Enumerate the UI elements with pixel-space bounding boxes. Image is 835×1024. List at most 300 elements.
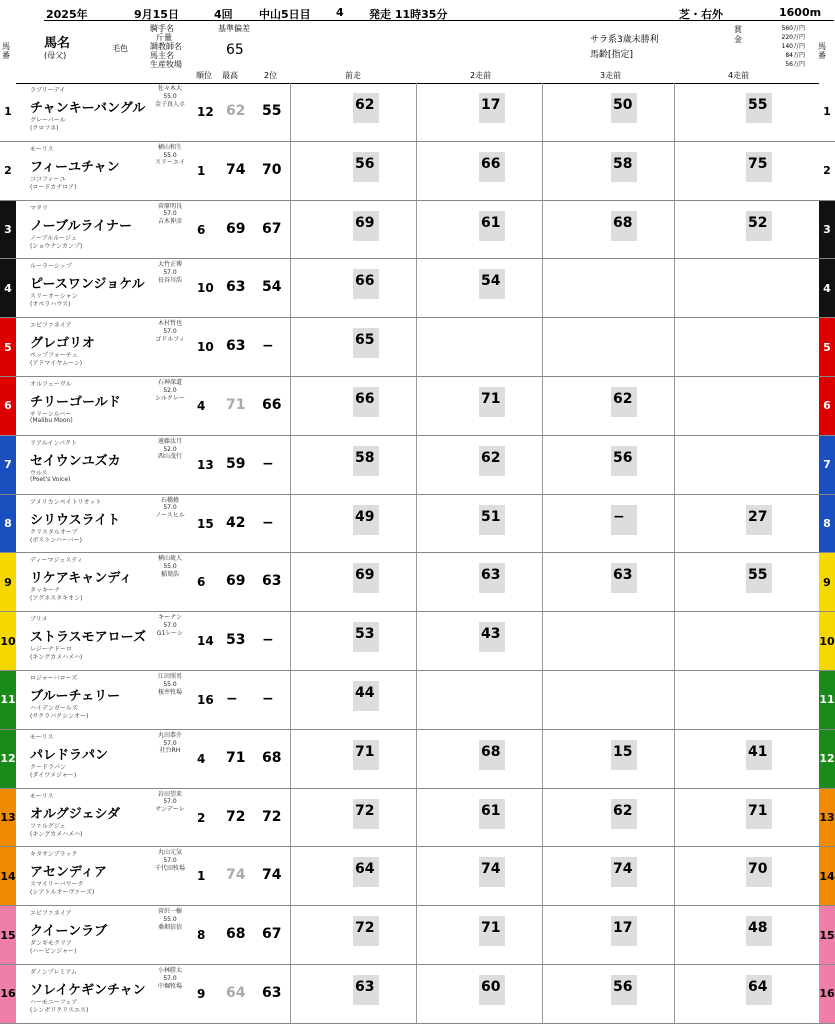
- second-score: 72: [262, 808, 282, 825]
- gate-number-right: 6: [819, 377, 835, 435]
- past-race-3: [542, 789, 674, 847]
- past-race-3: [542, 495, 674, 553]
- prize-3: 140万円: [781, 43, 805, 50]
- rank-value: 14: [197, 634, 214, 649]
- horse-row: [0, 83, 835, 142]
- dam-name: ファルグジェ: [30, 822, 66, 830]
- jockey-block: [150, 732, 190, 755]
- horse-table: [0, 83, 835, 1024]
- rank-value: 1: [197, 869, 206, 884]
- gate-number: 4: [0, 259, 16, 317]
- trainer-or-owner: シルクレー: [155, 394, 185, 402]
- past-race-4: [674, 436, 809, 494]
- past-race-score: 50: [613, 97, 633, 113]
- dam-name: ココフィーユ: [30, 175, 66, 183]
- gate-number: 10: [0, 612, 16, 670]
- sire-name: ルーラーシップ: [30, 263, 72, 271]
- carried-weight: 57.0: [163, 210, 177, 218]
- base-deviation-value: 65: [226, 42, 244, 58]
- past-race-3: [542, 318, 674, 376]
- jockey-name: 石橋脩: [160, 496, 179, 504]
- best-score: 72: [226, 808, 246, 825]
- past-race-score: 69: [355, 567, 375, 584]
- sire-name: オルフェーヴル: [30, 380, 72, 388]
- gate-number: 12: [0, 730, 16, 788]
- past-race-score: 56: [613, 978, 633, 995]
- past-race-2: [416, 965, 542, 1023]
- broodmare-sire: (キングカメハメハ): [30, 654, 83, 662]
- jockey-name: 岩田望来: [157, 790, 182, 798]
- sire-name: エピファネイア: [30, 322, 72, 330]
- jockey-block: [150, 144, 190, 167]
- past-race-1: [290, 142, 416, 200]
- past-race-3: [542, 83, 674, 141]
- best-score: 59: [226, 455, 246, 472]
- sire-name: モーリス: [30, 792, 54, 800]
- post-time: 発走 11時35分: [369, 8, 448, 21]
- rank-value: 6: [197, 222, 206, 237]
- past-race-3: [542, 201, 674, 259]
- carried-weight: 55.0: [163, 915, 177, 923]
- col-color-label: 毛色: [112, 44, 128, 53]
- past-race-score: 62: [613, 802, 633, 819]
- trainer-or-owner: サンデーレ: [155, 806, 185, 814]
- carried-weight: 57.0: [163, 269, 177, 277]
- broodmare-sire: (キングカメハメハ): [30, 830, 83, 838]
- past-race-4: [674, 612, 809, 670]
- trainer-or-owner: 金子真人ホ: [154, 100, 185, 108]
- past-race-2: [416, 318, 542, 376]
- gate-number-right: 13: [819, 789, 835, 847]
- past-race-score: 75: [748, 155, 768, 172]
- past-race-score: 53: [355, 626, 375, 643]
- trainer-or-owner: 西山茂行: [157, 453, 182, 461]
- jockey-name: 佐々木大: [157, 85, 182, 92]
- past-race-4: [674, 142, 809, 200]
- gate-number-right: 15: [819, 906, 835, 964]
- second-score: 70: [262, 161, 282, 178]
- jockey-block: [150, 438, 190, 461]
- base-deviation-label: 基準偏差: [218, 24, 250, 33]
- past-race-4: [674, 906, 809, 964]
- gate-number-right: 9: [819, 553, 835, 611]
- col-prev2-label: 2走前: [470, 71, 492, 80]
- sire-name: モーリス: [30, 733, 54, 741]
- past-race-score: 61: [481, 802, 501, 819]
- past-race-score: 66: [481, 155, 501, 172]
- gate-number-right: 1: [819, 83, 835, 141]
- rank-value: 15: [197, 516, 214, 531]
- past-race-1: [290, 906, 416, 964]
- horse-name[interactable]: セイウンユズカ: [30, 453, 121, 469]
- past-race-3: [542, 436, 674, 494]
- jockey-name: 丸田恭介: [157, 731, 182, 739]
- past-race-1: [290, 495, 416, 553]
- jockey-block: [150, 673, 190, 696]
- col-owner-label: 馬主名: [150, 51, 174, 60]
- best-score: 63: [226, 338, 246, 355]
- horse-name[interactable]: グレゴリオ: [30, 336, 95, 352]
- horse-name[interactable]: リケアキャンディ: [30, 571, 133, 587]
- past-race-score: 15: [613, 743, 633, 760]
- gate-number-right: 7: [819, 436, 835, 494]
- rank-value: 8: [197, 928, 206, 943]
- best-score: −: [226, 690, 238, 707]
- best-score: 53: [226, 632, 246, 649]
- jockey-block: [150, 320, 190, 343]
- past-race-score: 74: [613, 861, 633, 878]
- gate-number: 7: [0, 436, 16, 494]
- horse-name[interactable]: ピースワンジョケル: [30, 277, 145, 293]
- second-score: −: [262, 632, 274, 649]
- jockey-block: [150, 908, 190, 931]
- horse-name[interactable]: シリウスライト: [30, 512, 121, 528]
- carried-weight: 55.0: [163, 151, 177, 159]
- past-race-3: [542, 259, 674, 317]
- jockey-block: [150, 967, 190, 990]
- past-race-2: [416, 377, 542, 435]
- jockey-name: 小林勝太: [157, 966, 182, 974]
- past-race-3: [542, 377, 674, 435]
- sire-name: モーリス: [30, 145, 54, 153]
- gate-number-right: 5: [819, 318, 835, 376]
- past-race-score: 71: [481, 920, 501, 937]
- past-race-3: [542, 612, 674, 670]
- past-race-2: [416, 83, 542, 141]
- past-race-score: 60: [481, 978, 501, 995]
- prize-2: 220万円: [781, 34, 805, 41]
- race-meeting: 中山5日目: [259, 8, 311, 21]
- past-race-score: 41: [748, 743, 768, 760]
- carried-weight: 57.0: [163, 739, 177, 747]
- horse-row: [0, 789, 835, 848]
- gate-number: 14: [0, 847, 16, 905]
- gate-number-right: 2: [819, 142, 835, 200]
- past-race-score: −: [613, 508, 625, 525]
- past-race-3: [542, 730, 674, 788]
- past-race-score: 62: [355, 97, 375, 113]
- carried-weight: 57.0: [163, 798, 177, 806]
- best-score: 71: [226, 749, 246, 766]
- dam-name: チリーシルバー: [30, 410, 72, 418]
- past-race-score: 68: [481, 743, 501, 760]
- jockey-name: 丸山元気: [157, 849, 182, 857]
- second-score: −: [262, 690, 274, 707]
- past-race-score: 64: [355, 861, 375, 878]
- horse-name[interactable]: オルグジェシダ: [30, 806, 120, 822]
- horse-row: [0, 965, 835, 1024]
- col-gate-label-right: 馬番: [818, 42, 826, 60]
- race-kai: 4回: [214, 8, 233, 21]
- gate-number-right: 16: [819, 965, 835, 1023]
- horse-row: [0, 318, 835, 377]
- second-score: 66: [262, 396, 282, 413]
- past-race-2: [416, 201, 542, 259]
- horse-row: [0, 906, 835, 965]
- past-race-score: 44: [355, 684, 375, 701]
- col-prev1-label: 前走: [345, 71, 361, 80]
- jockey-name: 菅沢一樹: [157, 908, 182, 916]
- prize-1: 560万円: [781, 25, 805, 32]
- race-distance: 1600m: [779, 6, 822, 19]
- gate-number: 9: [0, 553, 16, 611]
- past-race-score: 71: [481, 390, 501, 407]
- sire-name: ブリメ: [30, 616, 48, 624]
- past-race-1: [290, 553, 416, 611]
- race-number: 4: [336, 6, 344, 19]
- horse-name[interactable]: ブルーチェリー: [30, 688, 121, 704]
- past-race-3: [542, 142, 674, 200]
- rank-value: 2: [197, 810, 206, 825]
- broodmare-sire: (シアトルオーヴァーズ): [30, 889, 95, 897]
- horse-name[interactable]: パレドラパン: [30, 747, 109, 763]
- prize-list: [745, 24, 805, 69]
- past-race-score: 58: [613, 155, 633, 172]
- second-score: 63: [262, 984, 282, 1001]
- past-race-score: 65: [355, 332, 375, 349]
- jockey-block: [150, 791, 190, 814]
- broodmare-sire: (ダイワメジャー): [30, 771, 77, 779]
- past-race-score: 63: [481, 567, 501, 584]
- horse-row: [0, 553, 835, 612]
- jockey-block: [150, 85, 190, 108]
- past-race-4: [674, 553, 809, 611]
- past-race-score: 58: [355, 449, 375, 466]
- past-race-score: 48: [748, 920, 768, 937]
- gate-number: 6: [0, 377, 16, 435]
- horse-name[interactable]: チリーゴールド: [30, 394, 121, 410]
- horse-row: [0, 730, 835, 789]
- past-race-score: 17: [481, 97, 501, 113]
- trainer-or-owner: 稲葉浩: [160, 570, 179, 578]
- gate-number-right: 4: [819, 259, 835, 317]
- jockey-name: 大竹正博: [157, 261, 182, 269]
- gate-number-right: 11: [819, 671, 835, 729]
- dam-name: ペップフォーチュ: [30, 352, 78, 360]
- race-class: サラ系3歳未勝利: [590, 35, 659, 45]
- jockey-name: 菅原明良: [157, 202, 182, 210]
- sire-name: キタサンブラック: [30, 851, 78, 859]
- trainer-or-owner: 社台RH: [159, 747, 181, 755]
- jockey-name: 横山琉人: [157, 555, 182, 563]
- trainer-or-owner: 中堀牧場: [157, 982, 182, 990]
- past-race-1: [290, 436, 416, 494]
- past-race-2: [416, 436, 542, 494]
- rank-value: 1: [197, 163, 206, 178]
- gate-number: 5: [0, 318, 16, 376]
- broodmare-sire: (サクラバクシンオー): [30, 712, 89, 720]
- past-race-2: [416, 671, 542, 729]
- past-race-1: [290, 201, 416, 259]
- dam-name: ハイデンガールズ: [30, 704, 78, 712]
- col-prev4-label: 4走前: [728, 71, 750, 80]
- col-gate-label: 馬番: [2, 42, 10, 60]
- past-race-4: [674, 83, 809, 141]
- col-weight-label: 斤量: [156, 33, 172, 42]
- best-score: 69: [226, 573, 246, 590]
- past-race-score: 55: [748, 97, 768, 113]
- past-race-score: 54: [481, 273, 501, 290]
- past-race-4: [674, 377, 809, 435]
- gate-number-right: 12: [819, 730, 835, 788]
- col-trainer-label: 調教師名: [150, 42, 182, 51]
- broodmare-sire: (シンボリクリスエス): [30, 1006, 89, 1014]
- second-score: 67: [262, 220, 282, 237]
- rank-value: 10: [197, 281, 214, 296]
- carried-weight: 57.0: [163, 974, 177, 982]
- dam-name: グレーパール: [30, 117, 66, 124]
- race-year: 2025年: [46, 8, 88, 21]
- past-race-score: 27: [748, 508, 768, 525]
- horse-name[interactable]: アセンディア: [30, 865, 107, 881]
- past-race-4: [674, 201, 809, 259]
- past-race-score: 56: [613, 449, 633, 466]
- past-race-3: [542, 553, 674, 611]
- horse-name[interactable]: ストラスモアローズ: [30, 630, 146, 646]
- past-race-score: 69: [355, 214, 375, 231]
- rank-value: 9: [197, 986, 206, 1001]
- horse-row: [0, 612, 835, 671]
- past-race-4: [674, 318, 809, 376]
- trainer-or-owner: 長谷川浩: [157, 276, 182, 284]
- past-race-1: [290, 377, 416, 435]
- past-race-score: 17: [613, 920, 633, 937]
- gate-number: 13: [0, 789, 16, 847]
- prize-label: 賞金: [734, 25, 742, 44]
- rank-value: 6: [197, 575, 206, 590]
- past-race-score: 61: [481, 214, 501, 231]
- broodmare-sire: (Poet's Voice): [30, 475, 71, 483]
- horse-name[interactable]: フィーユチャン: [30, 159, 120, 175]
- past-race-3: [542, 965, 674, 1023]
- broodmare-sire: (アグネスタキオン): [30, 595, 83, 603]
- broodmare-sire: (ボストンハーバー): [30, 536, 82, 544]
- gate-number: 3: [0, 201, 16, 259]
- horse-row: [0, 142, 835, 201]
- past-race-score: 63: [613, 567, 633, 584]
- past-race-score: 51: [481, 508, 501, 525]
- second-score: 55: [262, 103, 282, 119]
- horse-name[interactable]: ノーブルライナー: [30, 218, 133, 234]
- rank-value: 10: [197, 340, 214, 355]
- jockey-block: [150, 614, 190, 637]
- past-race-score: 43: [481, 626, 501, 643]
- past-race-2: [416, 730, 542, 788]
- sire-name: リアルインパクト: [30, 439, 78, 447]
- dam-name: ノーブルルージュ: [30, 234, 77, 242]
- past-race-4: [674, 495, 809, 553]
- sire-name: アメリカンペイトリオット: [30, 498, 102, 506]
- trainer-or-owner: ゴドルフィ: [155, 335, 185, 343]
- dam-name: タッキーナ: [30, 587, 61, 595]
- horse-name[interactable]: ソレイケギンチャン: [30, 982, 146, 998]
- gate-number-right: 14: [819, 847, 835, 905]
- horse-row: [0, 671, 835, 730]
- carried-weight: 52.0: [163, 386, 177, 394]
- carried-weight: 55.0: [163, 680, 177, 688]
- rank-value: 12: [197, 105, 214, 119]
- past-race-2: [416, 495, 542, 553]
- jockey-block: [150, 379, 190, 402]
- past-race-3: [542, 906, 674, 964]
- horse-name[interactable]: クイーンラブ: [30, 924, 108, 940]
- trainer-or-owner: ノースヒル: [155, 512, 185, 520]
- second-score: −: [262, 338, 274, 355]
- best-score: 74: [226, 161, 246, 178]
- trainer-or-owner: スリーエイ: [154, 159, 185, 167]
- prize-4: 84万円: [785, 52, 805, 59]
- past-race-1: [290, 318, 416, 376]
- past-race-score: 52: [748, 214, 768, 231]
- second-score: −: [262, 514, 274, 531]
- carried-weight: 57.0: [163, 621, 177, 629]
- best-score: 69: [226, 220, 246, 237]
- carried-weight: 55.0: [163, 563, 177, 571]
- carried-weight: 55.0: [163, 92, 177, 100]
- col-jockey-label: 騎手名: [150, 24, 174, 33]
- past-race-1: [290, 83, 416, 141]
- past-race-score: 72: [355, 920, 375, 937]
- past-race-1: [290, 965, 416, 1023]
- rank-value: 4: [197, 398, 206, 413]
- gate-number: 2: [0, 142, 16, 200]
- carried-weight: 57.0: [163, 327, 177, 335]
- jockey-block: [150, 497, 190, 520]
- past-race-4: [674, 847, 809, 905]
- past-race-4: [674, 671, 809, 729]
- past-race-2: [416, 906, 542, 964]
- broodmare-sire: (クロフネ): [30, 125, 59, 132]
- past-race-4: [674, 730, 809, 788]
- best-score: 68: [226, 926, 246, 943]
- past-race-4: [674, 259, 809, 317]
- broodmare-sire: (ロードカナロア): [30, 183, 77, 191]
- prize-5: 56万円: [785, 61, 805, 68]
- past-race-1: [290, 612, 416, 670]
- past-race-2: [416, 847, 542, 905]
- horse-row: [0, 201, 835, 260]
- col-rank-label: 順位: [196, 71, 212, 80]
- trainer-or-owner: G1レーシ: [156, 629, 184, 637]
- horse-row: [0, 436, 835, 495]
- jockey-block: [150, 261, 190, 284]
- broodmare-sire: (Malibu Moon): [30, 416, 73, 424]
- horse-name[interactable]: チャンキーバングル: [30, 101, 146, 116]
- gate-number: 16: [0, 965, 16, 1023]
- past-race-1: [290, 847, 416, 905]
- trainer-or-owner: 桑畑信信: [157, 923, 182, 931]
- second-score: 68: [262, 749, 282, 766]
- jockey-name: 木村哲也: [157, 320, 182, 328]
- past-race-score: 64: [748, 978, 768, 995]
- jockey-block: [150, 849, 190, 872]
- sire-name: マクリ: [30, 204, 49, 212]
- col-name-label: 馬名: [44, 36, 71, 51]
- past-race-score: 66: [355, 390, 375, 407]
- second-score: 74: [262, 867, 282, 884]
- second-score: 54: [262, 279, 282, 296]
- race-condition: 馬齢[指定]: [590, 50, 634, 60]
- broodmare-sire: (オペラハウス): [30, 301, 71, 309]
- col-breeder-label: 生産牧場: [150, 60, 182, 69]
- past-race-score: 70: [748, 861, 768, 878]
- best-score: 42: [226, 514, 246, 531]
- dam-name: ウルス: [30, 469, 48, 477]
- jockey-name: 石神深道: [157, 378, 182, 386]
- past-race-score: 72: [355, 802, 375, 819]
- column-header: [0, 20, 835, 84]
- past-race-2: [416, 612, 542, 670]
